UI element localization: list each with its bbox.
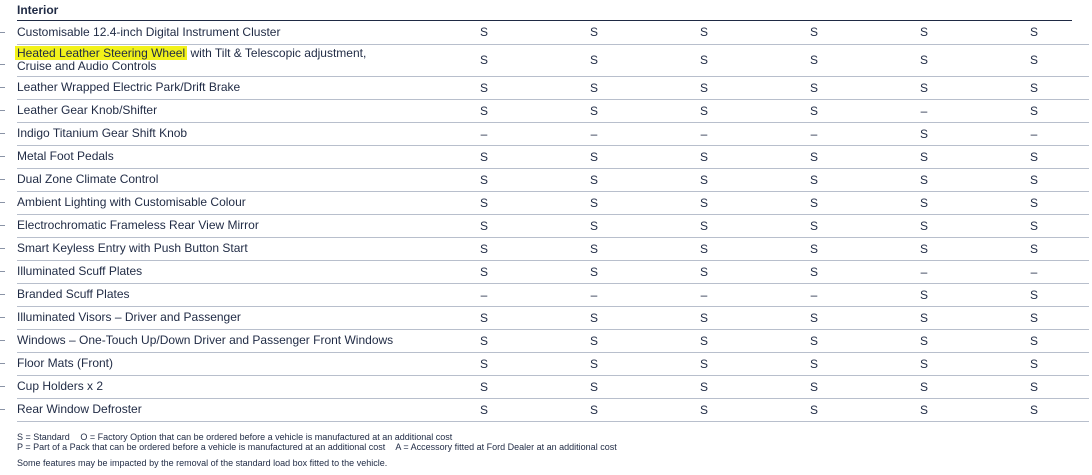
highlighted-text: Heated Leather Steering Wheel bbox=[17, 46, 186, 60]
availability-cell: S bbox=[649, 306, 759, 329]
margin-tick bbox=[0, 110, 5, 111]
availability-cell: S bbox=[539, 329, 649, 352]
legend-pack: P = Part of a Pack that can be ordered before a vehicle is manufactured at an additional cost bbox=[17, 442, 386, 452]
availability-cell: S bbox=[759, 398, 869, 421]
availability-cell: S bbox=[759, 352, 869, 375]
margin-tick bbox=[0, 202, 5, 203]
availability-cell: S bbox=[429, 99, 539, 122]
margin-tick bbox=[0, 363, 5, 364]
feature-name bbox=[17, 44, 429, 76]
availability-cell: S bbox=[429, 76, 539, 99]
availability-cell: S bbox=[979, 214, 1089, 237]
availability-cell: S bbox=[649, 76, 759, 99]
availability-cell: S bbox=[869, 283, 979, 306]
availability-cell: S bbox=[759, 99, 869, 122]
availability-cell: S bbox=[869, 168, 979, 191]
margin-tick bbox=[0, 133, 5, 134]
feature-name: Indigo Titanium Gear Shift Knob bbox=[17, 122, 429, 145]
availability-cell: – bbox=[649, 283, 759, 306]
availability-cell: S bbox=[649, 168, 759, 191]
availability-cell: S bbox=[649, 99, 759, 122]
table-row bbox=[17, 283, 1089, 306]
legend-factory-option: O = Factory Option that can be ordered before a vehicle is manufactured at an additional cost bbox=[80, 432, 453, 442]
margin-tick bbox=[0, 64, 5, 65]
availability-cell: S bbox=[759, 237, 869, 260]
feature-name: Branded Scuff Plates bbox=[17, 283, 429, 306]
availability-cell: S bbox=[539, 99, 649, 122]
availability-cell: S bbox=[649, 329, 759, 352]
availability-cell: – bbox=[539, 122, 649, 145]
margin-tick bbox=[0, 271, 5, 272]
availability-cell: S bbox=[759, 44, 869, 76]
availability-cell: S bbox=[979, 306, 1089, 329]
feature-name: Electrochromatic Frameless Rear View Mirror bbox=[17, 214, 429, 237]
availability-cell: S bbox=[759, 214, 869, 237]
feature-name: Floor Mats (Front) bbox=[17, 352, 429, 375]
availability-cell: S bbox=[539, 76, 649, 99]
legend bbox=[17, 432, 617, 452]
feature-name: Leather Wrapped Electric Park/Drift Brake bbox=[17, 76, 429, 99]
margin-tick bbox=[0, 294, 5, 295]
spec-table-body bbox=[17, 21, 1089, 421]
availability-cell: S bbox=[869, 352, 979, 375]
availability-cell: S bbox=[979, 352, 1089, 375]
table-row bbox=[17, 99, 1089, 122]
availability-cell: S bbox=[539, 260, 649, 283]
margin-tick bbox=[0, 386, 5, 387]
availability-cell: S bbox=[979, 21, 1089, 44]
availability-cell: S bbox=[539, 237, 649, 260]
availability-cell: S bbox=[869, 44, 979, 76]
availability-cell: S bbox=[539, 306, 649, 329]
feature-name: Ambient Lighting with Customisable Colour bbox=[17, 191, 429, 214]
availability-cell: S bbox=[759, 145, 869, 168]
availability-cell: – bbox=[429, 122, 539, 145]
table-row bbox=[17, 260, 1089, 283]
availability-cell: – bbox=[979, 260, 1089, 283]
table-row bbox=[17, 191, 1089, 214]
availability-cell: S bbox=[979, 191, 1089, 214]
availability-cell: S bbox=[649, 145, 759, 168]
availability-cell: S bbox=[649, 375, 759, 398]
availability-cell: S bbox=[429, 398, 539, 421]
availability-cell: S bbox=[429, 329, 539, 352]
availability-cell: S bbox=[979, 329, 1089, 352]
table-row bbox=[17, 44, 1089, 76]
availability-cell: S bbox=[429, 375, 539, 398]
availability-cell: S bbox=[869, 21, 979, 44]
availability-cell: S bbox=[429, 260, 539, 283]
table-row bbox=[17, 329, 1089, 352]
feature-text-line2: Cruise and Audio Controls bbox=[17, 59, 157, 73]
availability-cell: S bbox=[429, 191, 539, 214]
availability-cell: S bbox=[869, 122, 979, 145]
availability-cell: S bbox=[759, 76, 869, 99]
feature-name: Cup Holders x 2 bbox=[17, 375, 429, 398]
availability-cell: S bbox=[429, 352, 539, 375]
availability-cell: S bbox=[539, 398, 649, 421]
availability-cell: S bbox=[649, 214, 759, 237]
margin-tick bbox=[0, 340, 5, 341]
margin-tick bbox=[0, 248, 5, 249]
table-row bbox=[17, 214, 1089, 237]
availability-cell: – bbox=[869, 260, 979, 283]
availability-cell: S bbox=[979, 375, 1089, 398]
availability-cell: S bbox=[869, 145, 979, 168]
availability-cell: S bbox=[869, 214, 979, 237]
availability-cell: S bbox=[759, 306, 869, 329]
availability-cell: S bbox=[979, 76, 1089, 99]
legend-accessory: A = Accessory fitted at Ford Dealer at an additional cost bbox=[395, 442, 617, 452]
margin-tick bbox=[0, 409, 5, 410]
availability-cell: S bbox=[539, 191, 649, 214]
availability-cell: S bbox=[869, 329, 979, 352]
availability-cell: S bbox=[649, 237, 759, 260]
feature-name: Rear Window Defroster bbox=[17, 398, 429, 421]
availability-cell: S bbox=[429, 306, 539, 329]
section-title: Interior bbox=[17, 3, 59, 17]
availability-cell: S bbox=[649, 44, 759, 76]
availability-cell: S bbox=[869, 398, 979, 421]
feature-name: Windows – One-Touch Up/Down Driver and Passenger Front Windows bbox=[17, 329, 429, 352]
availability-cell: S bbox=[539, 352, 649, 375]
availability-cell: S bbox=[649, 260, 759, 283]
availability-cell: S bbox=[429, 168, 539, 191]
availability-cell: S bbox=[979, 99, 1089, 122]
feature-name: Illuminated Scuff Plates bbox=[17, 260, 429, 283]
feature-name: Dual Zone Climate Control bbox=[17, 168, 429, 191]
availability-cell: S bbox=[539, 214, 649, 237]
availability-cell: S bbox=[759, 260, 869, 283]
table-row bbox=[17, 21, 1089, 44]
availability-cell: S bbox=[979, 145, 1089, 168]
availability-cell: S bbox=[869, 375, 979, 398]
availability-cell: S bbox=[759, 21, 869, 44]
availability-cell: S bbox=[979, 44, 1089, 76]
availability-cell: S bbox=[539, 168, 649, 191]
availability-cell: S bbox=[869, 237, 979, 260]
availability-cell: S bbox=[539, 44, 649, 76]
table-row bbox=[17, 352, 1089, 375]
table-row bbox=[17, 76, 1089, 99]
table-row bbox=[17, 237, 1089, 260]
table-row bbox=[17, 122, 1089, 145]
feature-name: Illuminated Visors – Driver and Passenger bbox=[17, 306, 429, 329]
availability-cell: S bbox=[429, 21, 539, 44]
feature-name: Smart Keyless Entry with Push Button Start bbox=[17, 237, 429, 260]
table-row bbox=[17, 145, 1089, 168]
margin-tick bbox=[0, 87, 5, 88]
spec-table bbox=[17, 21, 1089, 422]
availability-cell: S bbox=[759, 329, 869, 352]
availability-cell: S bbox=[539, 145, 649, 168]
availability-cell: – bbox=[759, 283, 869, 306]
availability-cell: S bbox=[649, 398, 759, 421]
availability-cell: S bbox=[429, 237, 539, 260]
availability-cell: S bbox=[429, 145, 539, 168]
availability-cell: S bbox=[869, 306, 979, 329]
margin-tick bbox=[0, 156, 5, 157]
availability-cell: S bbox=[649, 21, 759, 44]
availability-cell: – bbox=[979, 122, 1089, 145]
availability-cell: – bbox=[649, 122, 759, 145]
legend-standard: S = Standard bbox=[17, 432, 70, 442]
availability-cell: S bbox=[539, 21, 649, 44]
feature-name: Leather Gear Knob/Shifter bbox=[17, 99, 429, 122]
availability-cell: S bbox=[429, 214, 539, 237]
availability-cell: S bbox=[979, 237, 1089, 260]
margin-tick bbox=[0, 225, 5, 226]
margin-tick bbox=[0, 32, 5, 33]
table-row bbox=[17, 168, 1089, 191]
availability-cell: S bbox=[979, 398, 1089, 421]
table-row bbox=[17, 375, 1089, 398]
availability-cell: S bbox=[759, 191, 869, 214]
margin-ticks bbox=[0, 0, 8, 420]
feature-text: with Tilt & Telescopic adjustment, bbox=[187, 46, 367, 60]
availability-cell: – bbox=[759, 122, 869, 145]
availability-cell: S bbox=[869, 191, 979, 214]
availability-cell: S bbox=[979, 168, 1089, 191]
availability-cell: S bbox=[869, 76, 979, 99]
footnote: Some features may be impacted by the removal of the standard load box fitted to the vehicle. bbox=[17, 458, 388, 468]
margin-tick bbox=[0, 317, 5, 318]
availability-cell: – bbox=[429, 283, 539, 306]
availability-cell: S bbox=[759, 168, 869, 191]
availability-cell: S bbox=[649, 352, 759, 375]
margin-tick bbox=[0, 179, 5, 180]
table-row bbox=[17, 306, 1089, 329]
availability-cell: S bbox=[649, 191, 759, 214]
feature-name: Customisable 12.4-inch Digital Instrument Cluster bbox=[17, 21, 429, 44]
feature-name: Metal Foot Pedals bbox=[17, 145, 429, 168]
availability-cell: – bbox=[539, 283, 649, 306]
availability-cell: S bbox=[539, 375, 649, 398]
availability-cell: – bbox=[869, 99, 979, 122]
availability-cell: S bbox=[759, 375, 869, 398]
table-row bbox=[17, 398, 1089, 421]
availability-cell: S bbox=[979, 283, 1089, 306]
availability-cell: S bbox=[429, 44, 539, 76]
